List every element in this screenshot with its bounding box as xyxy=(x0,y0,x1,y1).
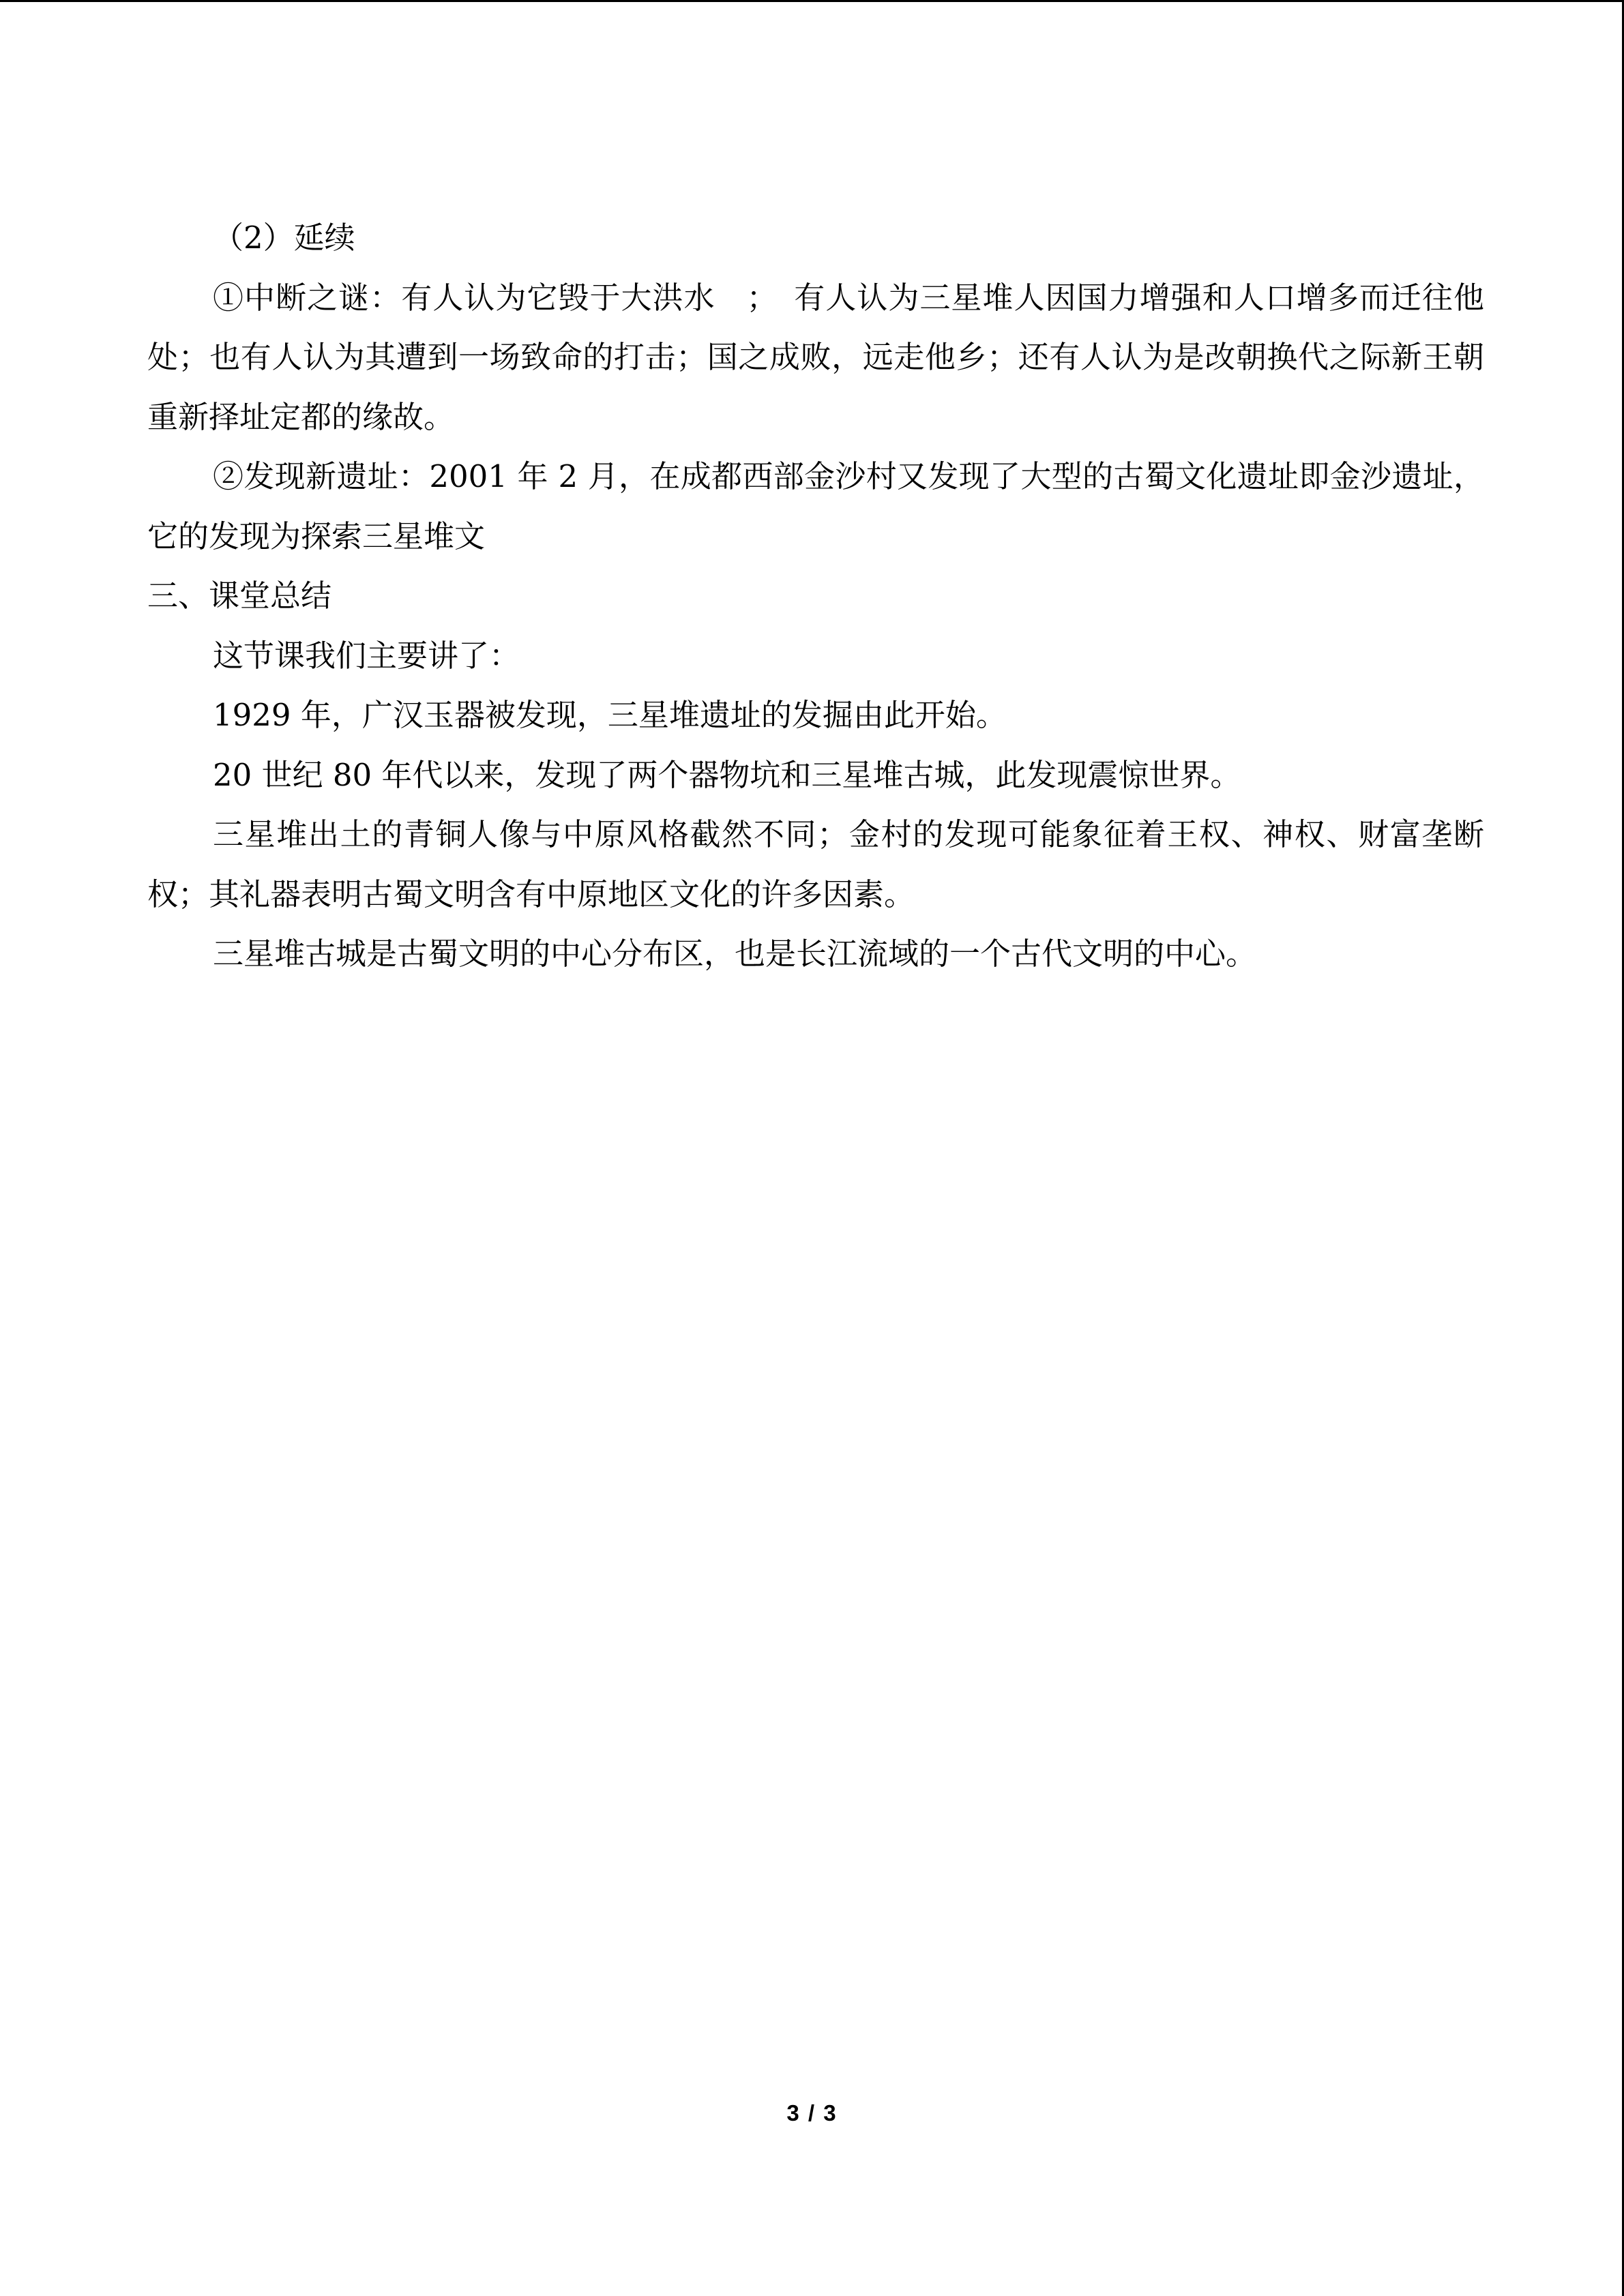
summary-item-1980s: 20 世纪 80 年代以来，发现了两个器物坑和三星堆古城，此发现震惊世界。 xyxy=(213,756,1241,793)
summary-item-ancient-city: 三星堆古城是古蜀文明的中心分布区，也是长江流域的一个古代文明的中心。 xyxy=(213,936,1257,972)
page-number: 3 / 3 xyxy=(786,2100,838,2126)
section-heading-summary: 三、课堂总结 xyxy=(147,578,332,614)
section-subheading: （2）延续 xyxy=(213,220,355,256)
summary-item-bronze-figures: 三星堆出土的青铜人像与中原风格截然不同；金村的发现可能象征着王权、神权、财富垄断权；其礼器表明古蜀文明含有中原地区文化的许多因素。 xyxy=(147,816,1484,912)
summary-intro: 这节课我们主要讲了： xyxy=(213,637,520,674)
page-border-top xyxy=(0,0,1624,2)
paragraph-interruption-mystery: ①中断之谜：有人认为它毁于大洪水 ； 有人认为三星堆人因国力增强和人口增多而迁往他处；也有人认为其遭到一场致命的打击；国之成败，远走他乡；还有人认为是改朝换代之际新王朝重新择址定都的缘故。 xyxy=(147,279,1484,435)
summary-item-1929: 1929 年，广汉玉器被发现，三星堆遗址的发掘由此开始。 xyxy=(213,697,1007,733)
document-body xyxy=(147,208,1484,984)
paragraph-new-site-discovery: ②发现新遗址：2001 年 2 月，在成都西部金沙村又发现了大型的古蜀文化遗址即金沙遗址，它的发现为探索三星堆文 xyxy=(147,458,1484,554)
